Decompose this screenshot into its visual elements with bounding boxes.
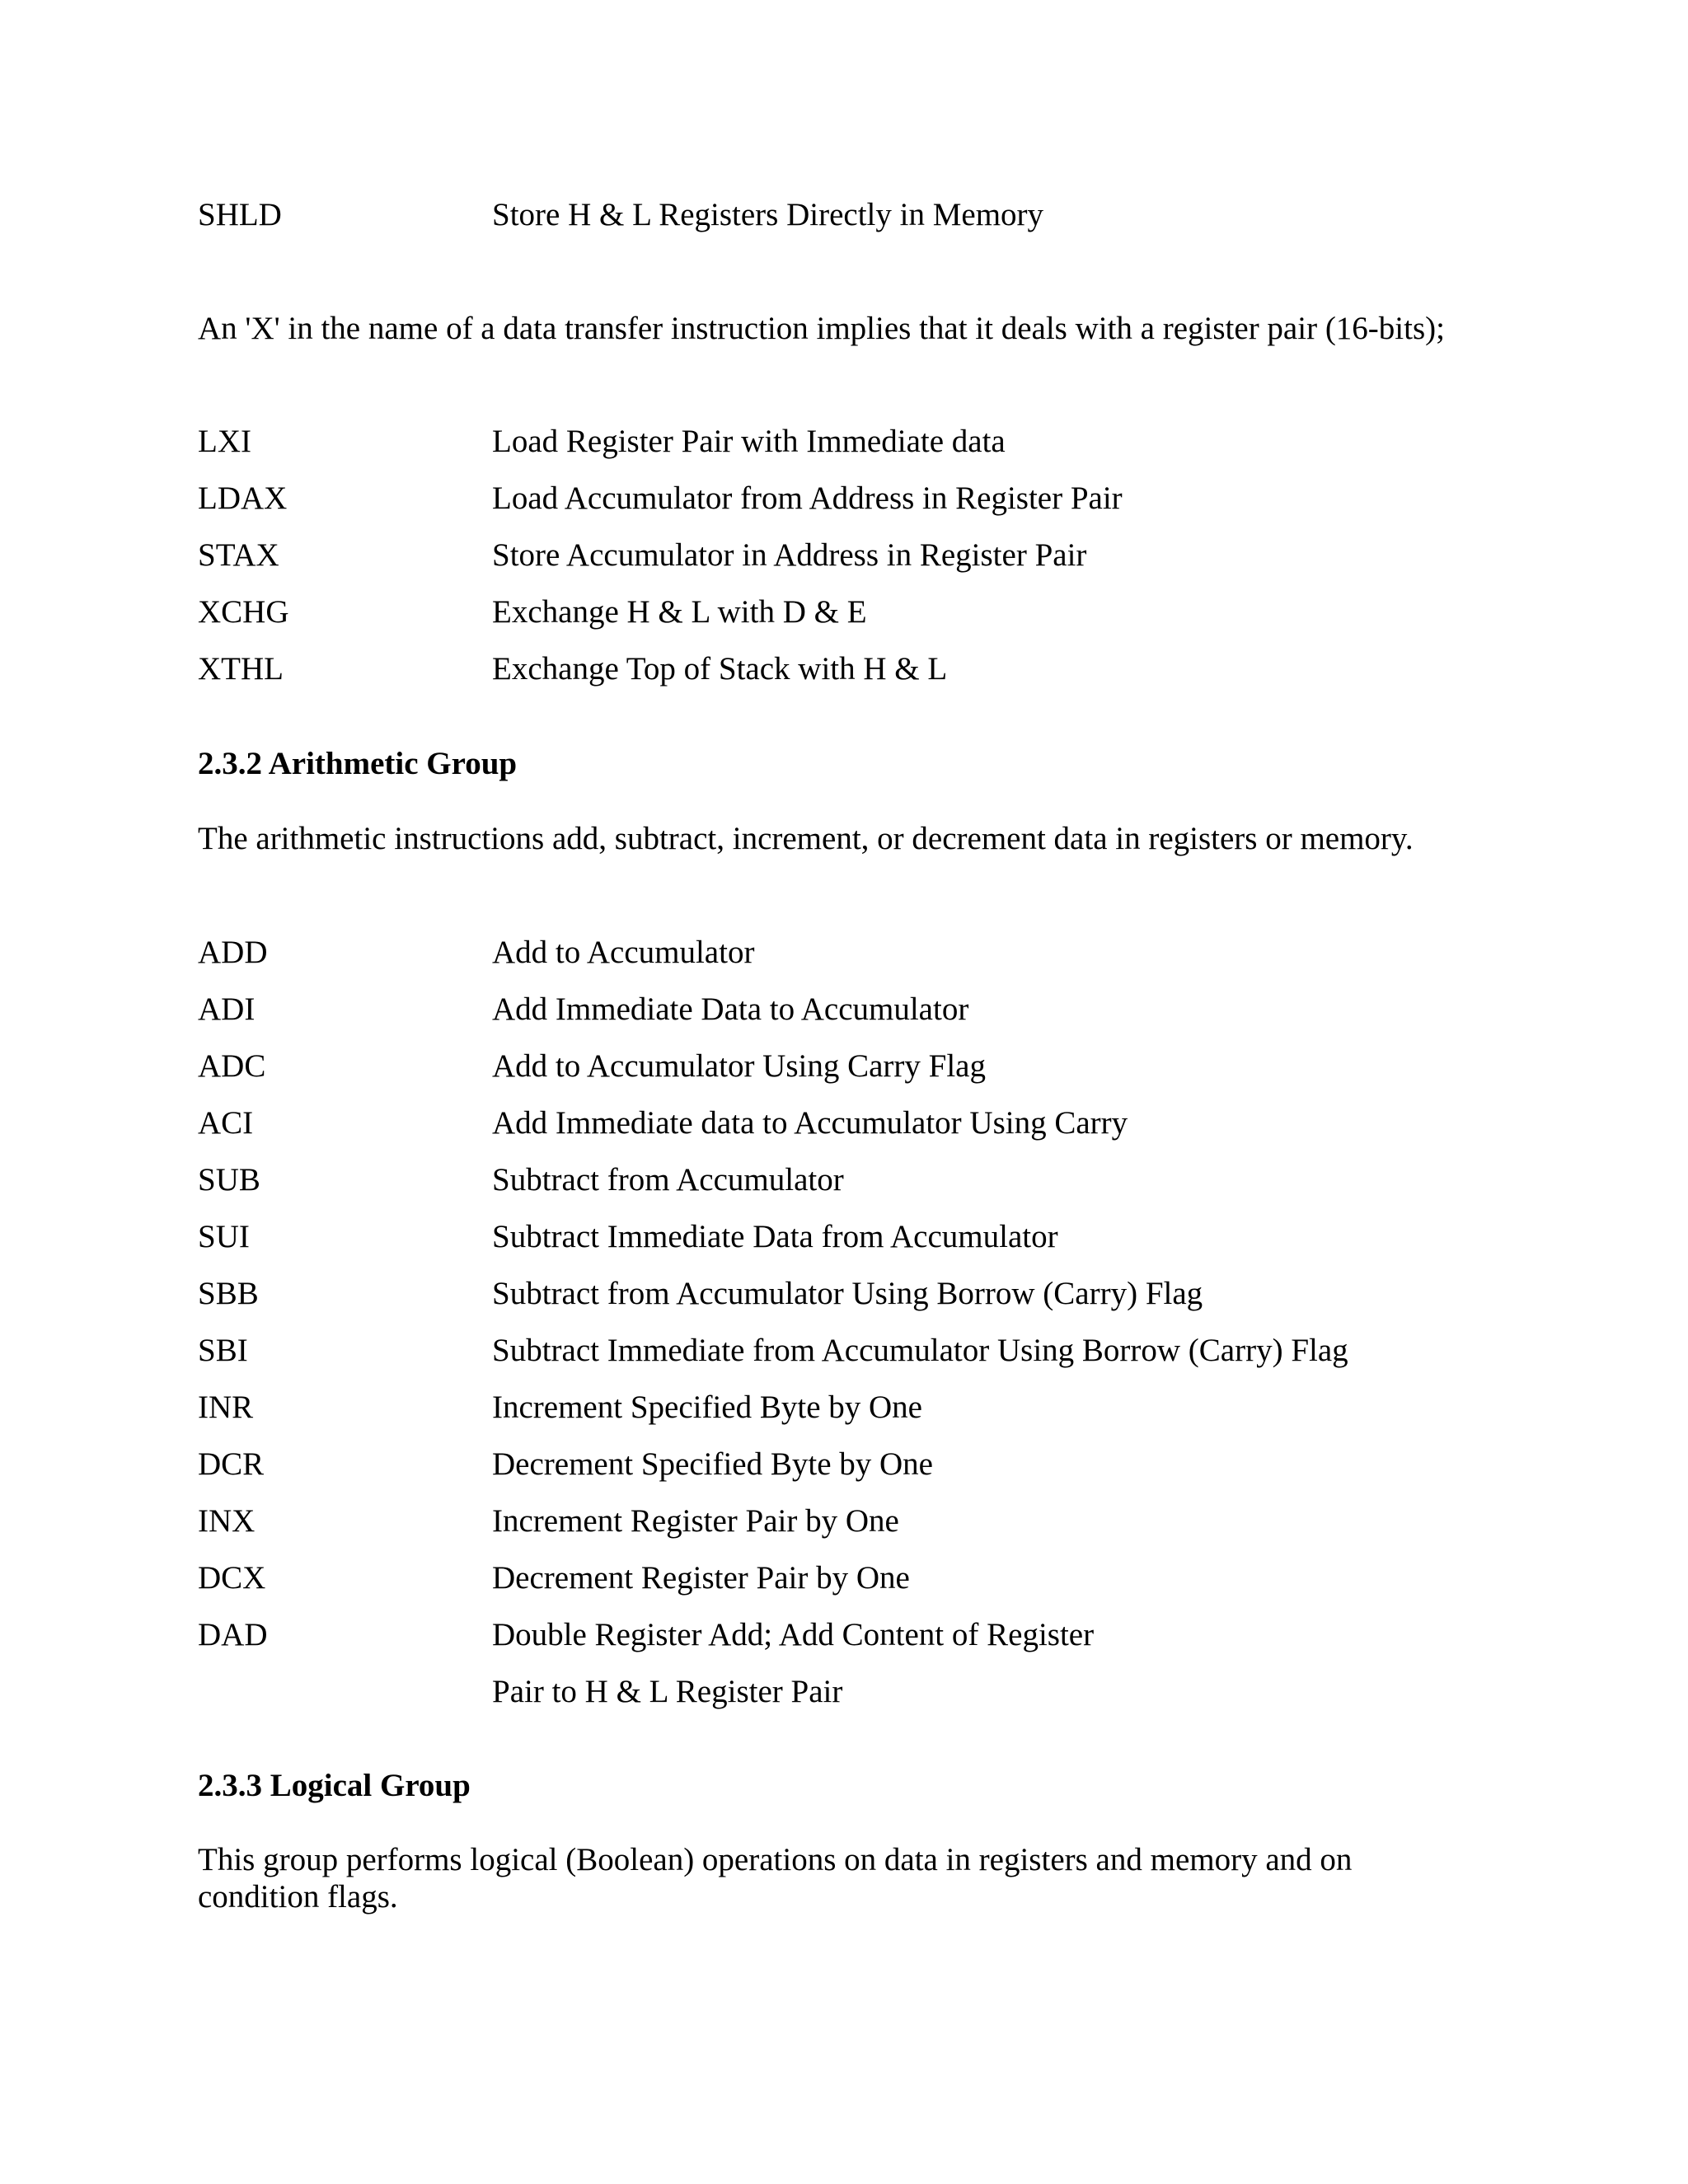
- instruction-row: [198, 423, 1517, 461]
- instruction-row: [198, 1104, 1517, 1142]
- mnemonic: STAX: [198, 537, 279, 573]
- mnemonic: SBB: [198, 1276, 259, 1311]
- arithmetic-intro: The arithmetic instructions add, subtract, increment, or decrement data in registers or memory.: [198, 821, 1414, 856]
- instruction-row: [198, 1616, 1517, 1654]
- mnemonic: SUB: [198, 1162, 260, 1197]
- instruction-description: Increment Register Pair by One: [492, 1503, 899, 1539]
- mnemonic: SHLD: [198, 197, 282, 232]
- instruction-description: Add to Accumulator Using Carry Flag: [492, 1048, 986, 1084]
- instruction-row: [198, 480, 1517, 518]
- instruction-row: [198, 650, 1517, 688]
- instruction-description: Decrement Specified Byte by One: [492, 1446, 933, 1482]
- instruction-row: [198, 537, 1517, 574]
- instruction-description: Add Immediate Data to Accumulator: [492, 991, 969, 1027]
- instruction-description: Increment Specified Byte by One: [492, 1390, 922, 1425]
- instruction-row: [198, 991, 1517, 1029]
- instruction-row: [198, 1047, 1517, 1085]
- instruction-row: [198, 1502, 1517, 1540]
- instruction-description: Subtract from Accumulator Using Borrow (Carry) Flag: [492, 1276, 1203, 1311]
- mnemonic: ACI: [198, 1105, 254, 1141]
- instruction-row: [198, 196, 1517, 234]
- instruction-description: Exchange H & L with D & E: [492, 594, 867, 630]
- mnemonic: SBI: [198, 1333, 248, 1368]
- instruction-row: [198, 1161, 1517, 1199]
- instruction-description: Subtract from Accumulator: [492, 1162, 844, 1197]
- mnemonic: SUI: [198, 1219, 250, 1254]
- instruction-row: [198, 934, 1517, 972]
- instruction-description: Exchange Top of Stack with H & L: [492, 651, 948, 687]
- instruction-description: Subtract Immediate from Accumulator Using Borrow (Carry) Flag: [492, 1333, 1348, 1368]
- mnemonic: INR: [198, 1390, 254, 1425]
- mnemonic: INX: [198, 1503, 256, 1539]
- mnemonic: ADD: [198, 935, 268, 970]
- instruction-description: Decrement Register Pair by One: [492, 1560, 910, 1596]
- instruction-description: Add to Accumulator: [492, 935, 755, 970]
- instruction-description: Double Register Add; Add Content of Register: [492, 1617, 1095, 1652]
- instruction-row: [198, 1446, 1517, 1483]
- instruction-description: Store H & L Registers Directly in Memory: [492, 197, 1044, 232]
- mnemonic: LXI: [198, 424, 251, 459]
- section-heading-arithmetic: 2.3.2 Arithmetic Group: [198, 746, 518, 781]
- logical-intro-line2: condition flags.: [198, 1879, 398, 1915]
- instruction-row: [198, 1389, 1517, 1427]
- mnemonic: ADC: [198, 1048, 266, 1084]
- mnemonic: LDAX: [198, 480, 288, 516]
- mnemonic: XCHG: [198, 594, 289, 630]
- instruction-description: Subtract Immediate Data from Accumulator: [492, 1219, 1058, 1254]
- instruction-description: Load Register Pair with Immediate data: [492, 424, 1006, 459]
- instruction-description: Store Accumulator in Address in Register Pair: [492, 537, 1087, 573]
- mnemonic: DAD: [198, 1617, 268, 1652]
- mnemonic: DCR: [198, 1446, 265, 1482]
- instruction-row-continuation: [198, 1673, 1517, 1711]
- register-pair-note: An 'X' in the name of a data transfer instruction implies that it deals with a register pair (16-bits);: [198, 311, 1445, 346]
- mnemonic: XTHL: [198, 651, 284, 687]
- instruction-row: [198, 1559, 1517, 1597]
- mnemonic: DCX: [198, 1560, 266, 1596]
- section-heading-logical: 2.3.3 Logical Group: [198, 1768, 471, 1803]
- instruction-row: [198, 1332, 1517, 1370]
- instruction-description: Pair to H & L Register Pair: [492, 1674, 843, 1709]
- instruction-row: [198, 593, 1517, 631]
- logical-intro-line1: This group performs logical (Boolean) operations on data in registers and memory and on: [198, 1842, 1353, 1877]
- instruction-row: [198, 1275, 1517, 1313]
- instruction-description: Load Accumulator from Address in Register Pair: [492, 480, 1123, 516]
- instruction-description: Add Immediate data to Accumulator Using Carry: [492, 1105, 1128, 1141]
- mnemonic: ADI: [198, 991, 256, 1027]
- instruction-row: [198, 1218, 1517, 1256]
